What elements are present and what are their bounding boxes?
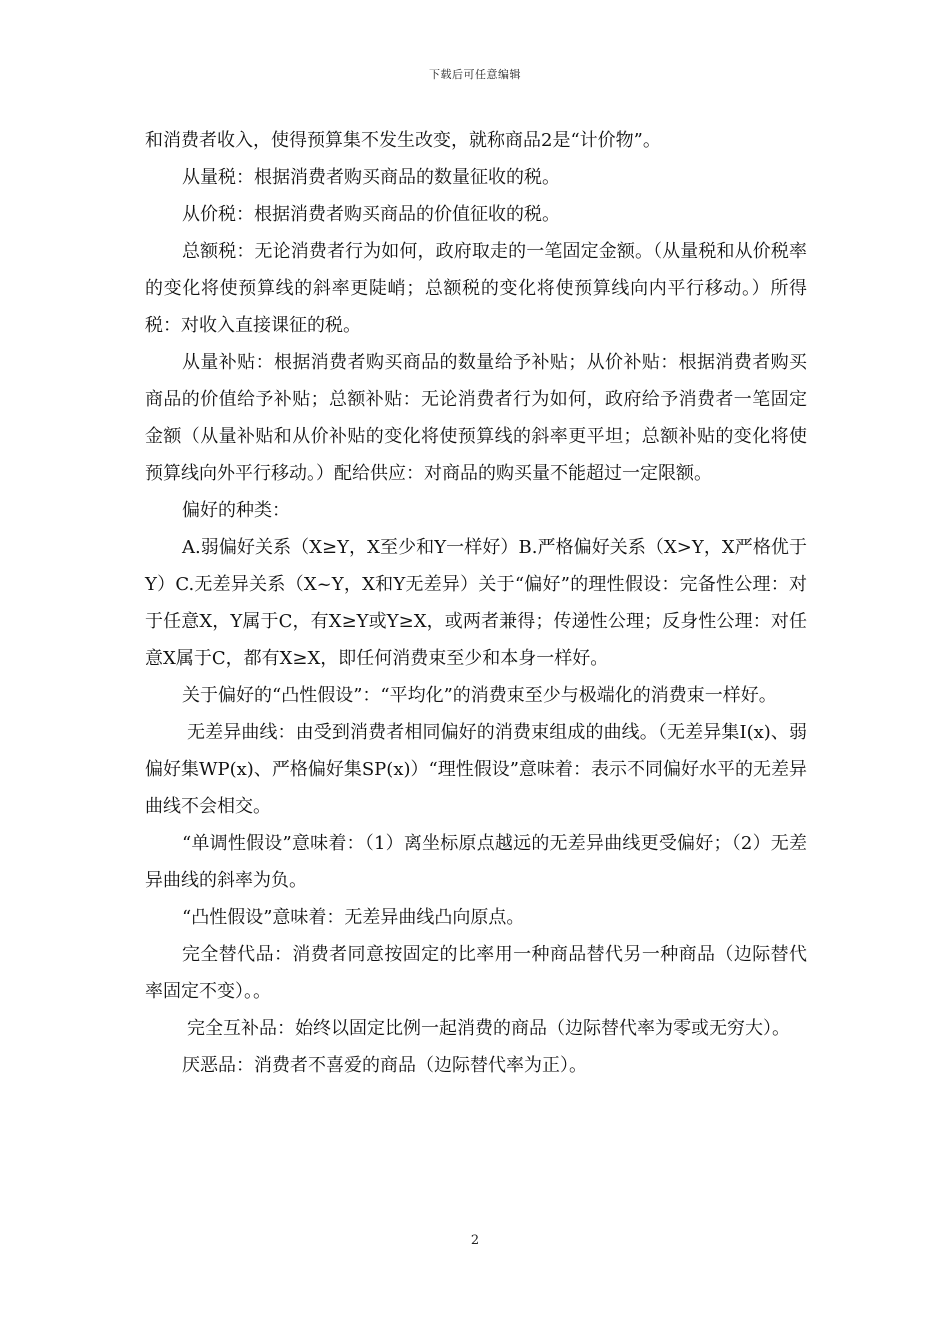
paragraph-perfect-complements: 完全互补品：始终以固定比例一起消费的商品（边际替代率为零或无穷大）。: [187, 1018, 790, 1039]
paragraph-indifference-curve: 无差异曲线：由受到消费者相同偏好的消费束组成的曲线。（无差异集I(x)、弱偏好集WP(x)、严格偏好集SP(x)）“理性假设”意味着：表示不同偏好水平的无差异曲线不会相交。: [145, 722, 807, 817]
paragraph-lump-sum-tax: 总额税：无论消费者行为如何，政府取走的一笔固定金额。（从量税和从价税率的变化将使预算线的斜率更陡峭；总额税的变化将使预算线向内平行移动。）所得税：对收入直接课征的税。: [145, 241, 807, 336]
paragraph-specific-tax: 从量税：根据消费者购买商品的数量征收的税。: [182, 167, 560, 188]
paragraph-preference-types-heading: 偏好的种类：: [182, 500, 290, 521]
paragraph-bads: 厌恶品：消费者不喜爱的商品（边际替代率为正）。: [182, 1055, 587, 1076]
paragraph-convexity-assumption: 关于偏好的“凸性假设”：“平均化”的消费束至少与极端化的消费束一样好。: [182, 685, 777, 706]
paragraph-perfect-substitutes: 完全替代品：消费者同意按固定的比率用一种商品替代另一种商品（边际替代率固定不变）。。: [145, 944, 807, 1002]
paragraph-monotonicity: “单调性假设”意味着：（1）离坐标原点越远的无差异曲线更受偏好；（2）无差异曲线的斜率为负。: [145, 833, 807, 891]
document-body: [145, 122, 807, 1084]
page-header: 下载后可任意编辑: [429, 68, 521, 81]
page-number: 2: [470, 1233, 480, 1248]
paragraph-subsidies: 从量补贴：根据消费者购买商品的数量给予补贴；从价补贴：根据消费者购买商品的价值给予补贴；总额补贴：无论消费者行为如何，政府给予消费者一笔固定金额（从量补贴和从价补贴的变化将使预算线的斜率更平坦；总额补贴的变化将使预算线向外平行移动。）配给供应：对商品的购买量不能超过一定限额。: [145, 352, 807, 484]
paragraph-convexity-meaning: “凸性假设”意味着：无差异曲线凸向原点。: [182, 907, 525, 928]
paragraph-ad-valorem-tax: 从价税：根据消费者购买商品的价值征收的税。: [182, 204, 560, 225]
paragraph-continuation: 和消费者收入，使得预算集不发生改变，就称商品2是“计价物”。: [145, 130, 661, 151]
paragraph-preference-relations: A.弱偏好关系（X≥Y，X至少和Y一样好）B.严格偏好关系（X>Y，X严格优于Y）C.无差异关系（X~Y，X和Y无差异）关于“偏好”的理性假设：完备性公理：对于任意X，Y属于C，有X≥Y或Y≥X，或两者兼得；传递性公理；反身性公理：对任意X属于C，都有X≥X，即任何消费束至少和本身一样好。: [145, 537, 807, 669]
